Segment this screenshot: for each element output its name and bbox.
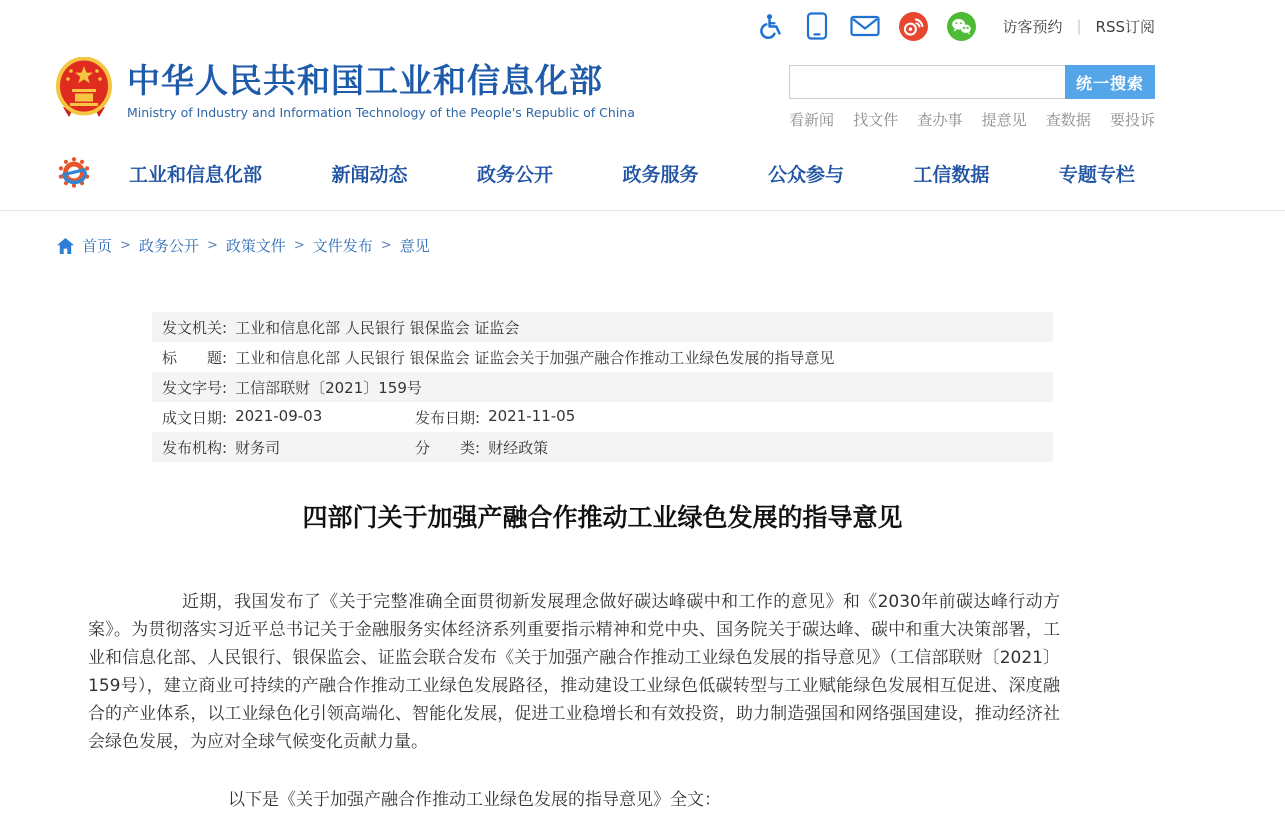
article-body — [88, 588, 1060, 814]
breadcrumb-opinions[interactable]: 意见 — [399, 237, 430, 255]
field-value: 财经政策 — [488, 438, 549, 457]
nav-item-gov-services[interactable]: 政务服务 — [622, 163, 699, 186]
written-date-cell — [162, 407, 322, 428]
brand-text — [127, 62, 635, 120]
field-value: 财务司 — [235, 438, 281, 457]
rss-subscribe-link[interactable]: RSS订阅 — [1095, 17, 1155, 36]
breadcrumb-separator: > — [380, 238, 392, 253]
national-emblem-logo — [55, 57, 113, 125]
mail-icon[interactable] — [850, 11, 880, 41]
table-row — [152, 342, 1053, 372]
publish-date-cell — [415, 407, 575, 428]
brand — [55, 52, 635, 130]
field-label: 成文日期: — [162, 408, 228, 427]
topbar — [0, 0, 1285, 52]
table-row — [152, 402, 1053, 432]
site-title: 中华人民共和国工业和信息化部 — [127, 61, 603, 101]
field-value: 工信部联财〔2021〕159号 — [235, 378, 422, 397]
issuing-authority-cell — [162, 317, 519, 338]
nav-item-special-topics[interactable]: 专题专栏 — [1058, 163, 1135, 186]
field-label: 发文机关: — [162, 318, 228, 337]
publishing-department-cell — [162, 437, 280, 458]
nav-item-ministry[interactable]: 工业和信息化部 — [129, 163, 263, 186]
quick-link-affairs[interactable]: 查办事 — [917, 111, 963, 129]
quick-link-complaints[interactable]: 要投诉 — [1109, 111, 1155, 129]
table-row — [152, 312, 1053, 342]
wechat-icon[interactable] — [946, 11, 976, 41]
document-number-cell — [162, 377, 422, 398]
site-subtitle: Ministry of Industry and Information Technology of the People's Republic of China — [127, 104, 635, 120]
document-info-table — [152, 312, 1053, 462]
home-icon — [57, 238, 74, 254]
breadcrumb-separator: > — [120, 238, 131, 253]
breadcrumb-home[interactable]: 首页 — [82, 237, 113, 255]
title-cell — [162, 347, 834, 368]
field-label: 发布日期: — [415, 408, 481, 427]
accessibility-icon[interactable] — [754, 11, 784, 41]
quick-link-suggestions[interactable]: 提意见 — [981, 111, 1027, 129]
field-value: 2021-11-05 — [488, 406, 576, 425]
quick-link-news[interactable]: 看新闻 — [789, 111, 835, 129]
breadcrumb-separator: > — [206, 238, 218, 253]
nav-item-miit-data[interactable]: 工信数据 — [913, 163, 990, 186]
search-input[interactable] — [789, 65, 1065, 99]
breadcrumb-gov-disclosure[interactable]: 政务公开 — [138, 237, 199, 255]
gear-e-logo-icon — [55, 154, 93, 192]
category-cell — [415, 437, 548, 458]
breadcrumb-policy-documents[interactable]: 政策文件 — [225, 237, 286, 255]
field-value: 2021-09-03 — [235, 406, 323, 425]
topbar-divider: | — [1076, 17, 1082, 35]
field-label: 标 题: — [162, 348, 228, 367]
main-nav — [0, 140, 1285, 211]
article-title: 四部门关于加强产融合作推动工业绿色发展的指导意见 — [302, 503, 903, 532]
header — [0, 52, 1285, 140]
search-button[interactable]: 统一搜索 — [1065, 65, 1155, 99]
quick-link-files[interactable]: 找文件 — [853, 111, 899, 129]
weibo-icon[interactable] — [898, 11, 928, 41]
field-label: 发文字号: — [162, 378, 228, 397]
article-paragraph: 以下是《关于加强产融合作推动工业绿色发展的指导意见》全文： — [228, 790, 721, 810]
article-paragraph: 近期，我国发布了《关于完整准确全面贯彻新发展理念做好碳达峰碳中和工作的意见》和《2030年前碳达峰行动方案》。为贯彻落实习近平总书记关于金融服务实体经济系列重要指示精神和党中央、国务院关于碳达峰、碳中和重大决策部署，工业和信息化部、人民银行、银保监会、证监会联合发布《关于加强产融合作推动工业绿色发展的指导意见》（工信部联财〔2021〕159号），建立商业可持续的产融合作推动工业绿色发展路径，推动建设工业绿色低碳转型与工业赋能绿色发展相互促进、深度融合的产业体系，以工业绿色化引领高端化、智能化发展，促进工业稳增长和有效投资，助力制造强国和网络强国建设，推动经济社会绿色发展，为应对全球气候变化贡献力量。 — [88, 592, 1060, 752]
nav-items — [129, 160, 1135, 187]
breadcrumb — [0, 211, 1285, 256]
breadcrumb-separator: > — [293, 238, 305, 253]
table-row — [152, 372, 1053, 402]
table-row — [152, 432, 1053, 462]
breadcrumb-document-release[interactable]: 文件发布 — [312, 237, 373, 255]
quick-links — [789, 109, 1155, 130]
nav-item-public-participation[interactable]: 公众参与 — [767, 163, 844, 186]
field-label: 发布机构: — [162, 438, 228, 457]
nav-item-gov-disclosure[interactable]: 政务公开 — [476, 163, 553, 186]
visitor-appointment-link[interactable]: 访客预约 — [1002, 17, 1063, 36]
quick-link-data[interactable]: 查数据 — [1045, 111, 1091, 129]
mobile-icon[interactable] — [802, 11, 832, 41]
field-value: 工业和信息化部 人民银行 银保监会 证监会 — [235, 318, 520, 337]
nav-item-news[interactable]: 新闻动态 — [331, 163, 408, 186]
topbar-links — [1002, 16, 1155, 37]
field-label: 分 类: — [415, 438, 481, 457]
search-block — [789, 52, 1155, 130]
field-value: 工业和信息化部 人民银行 银保监会 证监会关于加强产融合作推动工业绿色发展的指导意见 — [235, 348, 835, 367]
